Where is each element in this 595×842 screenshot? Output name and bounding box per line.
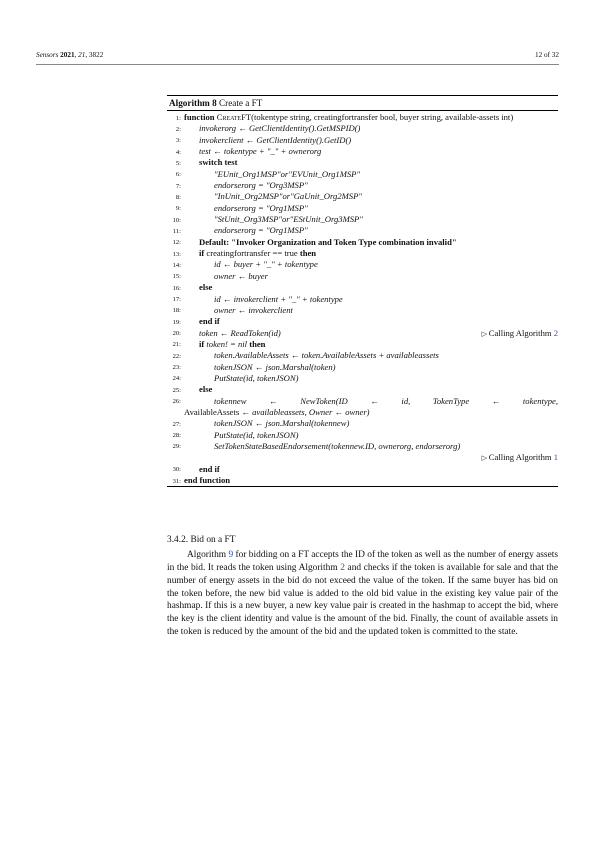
algorithm-line <box>167 248 558 259</box>
journal-citation: Sensors 2021, 21, 3822 <box>36 51 104 59</box>
algorithm-lines <box>167 111 558 486</box>
line-number: 8: <box>175 193 181 201</box>
algorithm-label: Algorithm 8 <box>169 98 217 108</box>
line-number: 30: <box>172 466 181 474</box>
algorithm-line <box>167 225 558 236</box>
algorithm-line <box>167 328 558 339</box>
line-number: 2: <box>175 125 181 133</box>
line-text <box>167 225 558 236</box>
paragraph-text: for bidding on a FT accepts the ID of the token as well as the number of energy assets in the bid. It reads the token using Algorithm <box>167 550 558 573</box>
line-number: 3: <box>175 137 181 145</box>
algorithm-line <box>167 430 558 441</box>
code-token: endorserorg = "Org1MSP" <box>214 202 308 213</box>
line-text <box>167 157 558 168</box>
code-token: else <box>199 282 213 293</box>
line-text <box>167 203 558 214</box>
line-text <box>167 191 558 202</box>
algorithm-line <box>167 316 558 327</box>
algorithm-title <box>167 96 558 110</box>
line-text <box>167 373 558 384</box>
line-text <box>167 248 558 259</box>
algorithm-line <box>167 169 558 180</box>
comment-label: Calling Algorithm <box>488 452 554 463</box>
line-number: 9: <box>175 205 181 213</box>
code-token: token.AvailableAssets ← token.AvailableAssets + availableassets <box>214 350 439 361</box>
line-text <box>184 112 558 123</box>
line-text <box>167 294 558 305</box>
algorithm-line <box>167 259 558 270</box>
journal-name: Sensors <box>36 51 59 59</box>
line-text <box>167 180 558 191</box>
algorithm-line <box>167 180 558 191</box>
code-token: id ← buyer + "_" + tokentype <box>214 259 318 270</box>
section-heading: 3.4.2. Bid on a FT <box>167 535 236 545</box>
algorithm-link[interactable]: 2 <box>553 327 558 338</box>
algorithm-line <box>167 339 558 350</box>
line-text <box>167 430 558 441</box>
line-text <box>167 407 558 418</box>
algorithm-line <box>167 146 558 157</box>
line-number: 20: <box>172 330 181 338</box>
code-token: endorserorg = "Org1MSP" <box>214 225 308 236</box>
algorithm-line <box>167 441 558 452</box>
code-token: availableassets, Owner ← owner) <box>252 406 370 417</box>
code-token: "StUnit_Org3MSP"or"EStUnit_Org3MSP" <box>214 214 363 225</box>
code-token: id ← invokerclient + "_" + tokentype <box>214 293 343 304</box>
section-paragraph <box>167 549 558 639</box>
line-text <box>167 169 558 180</box>
line-number: 23: <box>172 364 181 372</box>
line-text <box>167 441 558 452</box>
line-text <box>167 339 558 350</box>
code-token: if <box>199 248 207 259</box>
algorithm-line <box>167 350 558 361</box>
code-token: PutState(id, tokenJSON) <box>214 429 299 440</box>
algorithm-link[interactable]: 9 <box>228 550 234 560</box>
line-number: 17: <box>172 296 181 303</box>
line-text <box>167 282 558 293</box>
algorithm-line <box>167 191 558 202</box>
line-number: 13: <box>172 250 181 258</box>
algorithm-line <box>167 373 558 384</box>
code-token: "EUnit_Org1MSP"or"EVUnit_Org1MSP" <box>214 168 361 179</box>
algorithm-link[interactable]: 2 <box>340 562 345 573</box>
code-token: PutState(id, tokenJSON) <box>214 372 299 383</box>
line-number: 26: <box>172 398 181 406</box>
algorithm-line <box>167 384 558 395</box>
algorithm-line <box>167 362 558 373</box>
line-number: 7: <box>175 182 181 190</box>
line-text <box>167 146 558 157</box>
line-text <box>167 384 558 395</box>
code-token: tokennew ← NewToken(ID ← id, TokenType ← tokentype, <box>214 395 558 406</box>
algorithm-caption: Create a FT <box>219 98 263 108</box>
code-token: then <box>249 338 266 349</box>
line-number: 24: <box>172 375 181 383</box>
comment-triangle-icon: ▷ <box>481 329 489 338</box>
line-number: 16: <box>172 284 181 292</box>
code-token: function <box>184 112 217 122</box>
line-number: 18: <box>172 307 181 315</box>
algorithm-line <box>167 135 558 146</box>
algorithm-line <box>167 157 558 168</box>
code-token: end if <box>199 463 220 474</box>
line-number: 6: <box>175 171 181 179</box>
line-text <box>167 350 558 361</box>
algorithm-line <box>167 305 558 316</box>
paragraph-text: Algorithm <box>187 550 229 560</box>
algorithm-line <box>167 123 558 134</box>
code-token: Default: "Invoker Organization and Token Type combination invalid" <box>199 236 457 247</box>
line-text <box>167 362 558 373</box>
code-token: creatingfortransfer == true <box>206 248 300 259</box>
comment-triangle-icon: ▷ <box>481 454 489 463</box>
code-token: test ← tokentype + "_" + ownerorg <box>199 146 322 157</box>
code-token: (tokentype string, creatingfortransfer bool, buyer string, available-assets int) <box>251 112 514 122</box>
algorithm-line <box>167 271 558 282</box>
paragraph-text: and checks if the token is available for sale and that the number of energy assets in the bid do not exceed the value of the token. If the same buyer has bid on the token before, the new bid value is added to the old bid value in the existing key value pair of the hashmap. If this is a new buyer, a new key value pair is created in the hashmap to accept the bid, where the key is the client identity and value is the amount of the bid. Finally, the count of available assets in the token is reduced by the amount of the bid and the updated token is committed to the state. <box>167 562 558 638</box>
code-token: then <box>299 248 317 259</box>
line-number: 21: <box>172 341 181 349</box>
code-token: endorserorg = "Org3MSP" <box>214 180 308 191</box>
line-text <box>167 271 558 282</box>
line-number: 19: <box>172 318 181 326</box>
line-number: 12: <box>172 239 181 247</box>
journal-year: 2021 <box>60 51 75 59</box>
algorithm-line <box>167 396 558 407</box>
line-text <box>167 259 558 270</box>
line-text <box>167 396 558 407</box>
code-token: "InUnit_Org2MSP"or"GaUnit_Org2MSP" <box>214 191 362 202</box>
line-text <box>167 418 558 429</box>
comment-label: Calling Algorithm <box>488 327 554 338</box>
code-token: tokenJSON ← json.Marshal(token) <box>214 361 336 372</box>
line-number: 28: <box>172 432 181 440</box>
line-number: 5: <box>175 159 181 167</box>
line-text <box>167 214 558 225</box>
line-number: 29: <box>172 443 181 451</box>
line-number: 14: <box>172 261 181 269</box>
algorithm-line <box>167 282 558 293</box>
code-token: invokerclient ← GetClientIdentity().GetID() <box>199 134 352 145</box>
algorithm-bottom-rule <box>167 486 558 487</box>
code-token: else <box>199 384 213 395</box>
code-token: CreateFT <box>216 112 252 122</box>
algorithm-line <box>167 294 558 305</box>
algorithm-line <box>167 475 558 486</box>
journal-volume: 21 <box>78 51 86 59</box>
line-number: 25: <box>172 386 181 394</box>
algorithm-line <box>167 112 558 123</box>
line-number: 10: <box>172 216 181 224</box>
algorithm-box <box>167 95 558 487</box>
code-token: token! = nil <box>206 338 250 349</box>
line-number: 4: <box>175 148 181 156</box>
line-number: 1: <box>175 114 181 122</box>
code-token: owner ← buyer <box>214 270 268 281</box>
article-number: 3822 <box>88 51 104 59</box>
code-token: invokerorg ← GetClientIdentity().GetMSPID() <box>199 123 361 134</box>
line-text <box>167 316 558 327</box>
line-number: 22: <box>172 352 181 360</box>
line-number: 27: <box>172 420 181 428</box>
code-token: SetTokenStateBasedEndorsement(tokennew.ID, ownerorg, endorserorg) <box>214 440 461 451</box>
line-number: 15: <box>172 273 181 281</box>
code-token: if <box>199 338 207 349</box>
algorithm-line <box>167 407 558 418</box>
code-token: end if <box>199 316 220 327</box>
algorithm-link[interactable]: 1 <box>553 452 558 463</box>
line-text <box>167 305 558 316</box>
algorithm-line <box>167 464 558 475</box>
line-text <box>167 475 558 486</box>
code-token: token ← ReadToken(id) <box>199 327 281 338</box>
code-token: end function <box>184 475 231 485</box>
line-text <box>167 123 558 134</box>
algorithm-line <box>167 418 558 429</box>
code-token: switch test <box>199 157 238 168</box>
code-token: owner ← invokerclient <box>214 304 293 315</box>
page-number: 12 of 32 <box>535 51 559 59</box>
header-rule <box>36 64 559 65</box>
code-token: AvailableAssets ← <box>184 406 253 417</box>
line-number: 11: <box>172 227 181 235</box>
code-token: tokenJSON ← json.Marshal(tokennew) <box>214 418 350 429</box>
line-number: 31: <box>172 477 181 485</box>
line-text <box>167 237 558 248</box>
algorithm-line <box>167 237 558 248</box>
line-text <box>167 464 558 475</box>
line-text <box>167 135 558 146</box>
algorithm-line <box>167 214 558 225</box>
algorithm-line <box>167 452 558 463</box>
algorithm-line <box>167 203 558 214</box>
